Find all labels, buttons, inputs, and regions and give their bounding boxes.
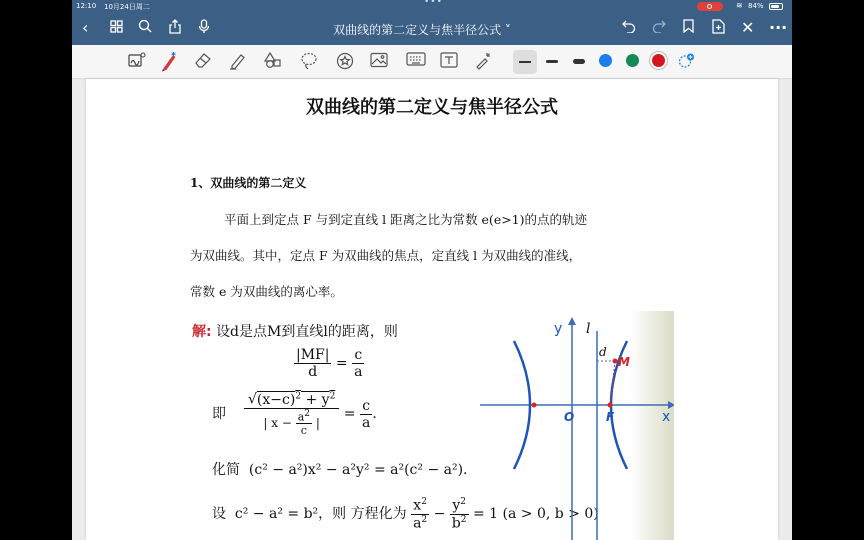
- grid-icon[interactable]: [110, 19, 123, 37]
- y-axis-arrow: [568, 317, 576, 325]
- wifi-icon: ≋: [736, 1, 743, 10]
- simplify-line: [212, 459, 468, 479]
- nav-bar: [72, 13, 792, 45]
- thin-line-icon: [519, 61, 531, 63]
- status-time: 12:10: [76, 2, 97, 10]
- battery-icon: [769, 3, 783, 10]
- eq1-rhs-denominator: a: [354, 364, 363, 380]
- redo-icon[interactable]: [652, 19, 666, 37]
- equation-2: $√(x-c)^2 + y^2$ | x − $\frac{a^2}{c}$ | = $\frac{c}{a}$ .: [244, 391, 377, 437]
- status-date: 10月24日周二: [104, 3, 150, 11]
- point-M: [613, 359, 618, 364]
- ipad-screen: [72, 0, 792, 540]
- keyboard-icon[interactable]: [406, 52, 426, 72]
- section-heading: 1、双曲线的第二定义: [190, 176, 307, 190]
- multitask-dots-icon[interactable]: •••: [424, 0, 443, 7]
- status-bar: [72, 0, 792, 13]
- line-medium-option[interactable]: [546, 60, 558, 63]
- final-condition: (a > 0, b > 0): [502, 506, 599, 523]
- graph-label-F: F: [606, 410, 615, 424]
- solution-intro: [192, 321, 398, 341]
- handwriting-to-text-icon[interactable]: [128, 52, 148, 72]
- graph-label-d: d: [599, 345, 607, 359]
- eq1-rhs-numerator: c: [352, 347, 364, 364]
- image-icon[interactable]: [370, 52, 390, 72]
- share-icon[interactable]: [168, 19, 182, 38]
- set-label: 设: [212, 506, 226, 523]
- add-page-icon[interactable]: [712, 19, 725, 38]
- microphone-icon[interactable]: [198, 19, 210, 38]
- document-page[interactable]: [86, 79, 778, 540]
- graph-label-l: l: [586, 321, 591, 337]
- eq1-numerator: |MF|: [296, 347, 330, 363]
- substitution-equation: c² − a² = b²，则 方程化为: [234, 506, 407, 523]
- simplify-equation: (c² − a²)x² − a²y² = a²(c² − a²).: [248, 462, 468, 478]
- color-green-option[interactable]: [626, 54, 639, 67]
- left-focus-point: [532, 403, 537, 408]
- screen-recording-icon[interactable]: [697, 2, 723, 11]
- document-title-menu[interactable]: 双曲线的第二定义与焦半径公式 ˅: [333, 23, 511, 37]
- simplify-label: 化简: [212, 462, 240, 478]
- battery-percent: 84%: [748, 2, 764, 10]
- color-blue-option[interactable]: [599, 54, 612, 67]
- focus-point: [608, 403, 613, 408]
- solution-slide-image: [190, 311, 674, 540]
- color-red-option-selected[interactable]: [652, 54, 665, 67]
- graph-label-O: O: [564, 410, 575, 424]
- text-box-icon[interactable]: [440, 52, 460, 72]
- shapes-icon[interactable]: [264, 52, 284, 72]
- svg-text:✱: ✱: [171, 52, 177, 58]
- line-thick-option[interactable]: [573, 59, 585, 64]
- x-axis-arrow: [668, 401, 674, 409]
- equation-1: $\frac{|MF|}{d}$ = $\frac{c}{a}$: [296, 347, 363, 380]
- bookmark-icon[interactable]: [683, 19, 694, 37]
- highlighter-icon[interactable]: [228, 52, 248, 72]
- graph-label-M: M: [618, 355, 630, 369]
- graph-label-x: x: [662, 409, 671, 425]
- eq1-denominator: d: [308, 364, 318, 380]
- undo-icon[interactable]: [622, 19, 636, 37]
- pen-icon[interactable]: [160, 52, 180, 72]
- close-icon[interactable]: ✕: [741, 18, 755, 37]
- hyperbola-graph: [476, 311, 674, 540]
- substitution-line: 设 c² − a² = b²，则 方程化为 $\frac{x^2}{a^2}$ − $\frac{y^2}{b^2}$ = 1 (a > 0, b > 0): [212, 497, 599, 532]
- laser-pointer-icon[interactable]: [474, 52, 494, 72]
- paragraph-line-1: 平面上到定点 F 与到定直线 l 距离之比为常数 e(e>1)的点的轨迹: [224, 212, 588, 227]
- add-color-icon[interactable]: [678, 53, 692, 67]
- chevron-left-icon[interactable]: ‹: [82, 18, 89, 37]
- search-icon[interactable]: [138, 19, 152, 37]
- ji-label: 即: [212, 406, 226, 422]
- graph-label-y: y: [554, 321, 563, 337]
- paragraph-line-2: 为双曲线。其中，定点 F 为双曲线的焦点，定直线 l 为双曲线的准线，: [190, 248, 582, 263]
- paragraph-line-3: 常数 e 为双曲线的离心率。: [190, 284, 343, 299]
- solution-label: 解:: [192, 324, 212, 340]
- solution-line-1: 设d是点M到直线l的距离，则: [216, 324, 398, 340]
- lasso-icon[interactable]: [300, 52, 320, 72]
- page-title: 双曲线的第二定义与焦半径公式: [306, 97, 558, 118]
- eraser-icon[interactable]: [194, 52, 214, 72]
- sticker-icon[interactable]: [336, 52, 356, 72]
- more-icon[interactable]: ···: [769, 18, 788, 37]
